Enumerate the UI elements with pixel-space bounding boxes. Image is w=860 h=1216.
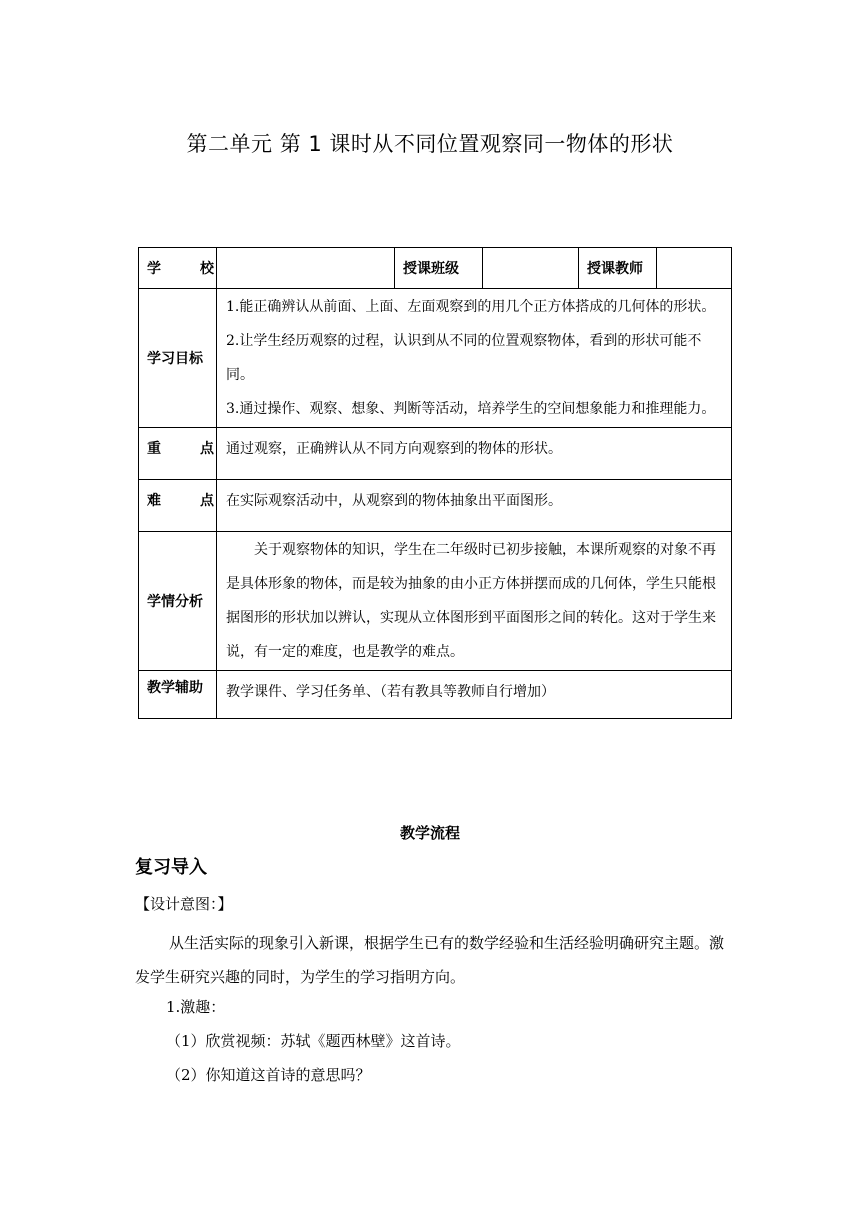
school-label: 学 校	[139, 248, 217, 289]
school-row	[139, 248, 732, 289]
teacher-label: 授课教师	[579, 248, 657, 289]
difficulty-value: 在实际观察活动中，从观察到的物体抽象出平面图形。	[217, 480, 732, 532]
school-value	[217, 248, 395, 289]
analysis-label: 学情分析	[139, 532, 217, 671]
design-intent-label: 【设计意图：】	[135, 895, 233, 913]
analysis-row	[139, 532, 732, 671]
key-point-value: 通过观察，正确辨认从不同方向观察到的物体的形状。	[217, 428, 732, 480]
goal-item: 2.让学生经历观察的过程，认识到从不同的位置观察物体，看到的形状可能不同。	[226, 333, 702, 383]
list-item: （2）你知道这首诗的意思吗？	[166, 1066, 371, 1084]
goal-item: 1.能正确辨认从前面、上面、左面观察到的用几个正方体搭成的几何体的形状。	[226, 299, 716, 315]
analysis-content	[217, 532, 732, 671]
lesson-info-table	[138, 247, 732, 719]
aids-label: 教学辅助	[139, 671, 217, 719]
page-title: 第二单元 第 1 课时从不同位置观察同一物体的形状	[186, 132, 674, 156]
aids-value: 教学课件、学习任务单、（若有教具等教师自行增加）	[217, 671, 732, 719]
class-label: 授课班级	[395, 248, 483, 289]
step-label: 1.激趣：	[166, 998, 226, 1016]
difficulty-label: 难 点	[139, 480, 217, 532]
class-value	[483, 248, 579, 289]
difficulty-row	[139, 480, 732, 532]
goals-row	[139, 289, 732, 428]
list-item: （1）欣赏视频：苏轼《题西林壁》这首诗。	[166, 1032, 461, 1050]
key-point-label: 重 点	[139, 428, 217, 480]
goals-label: 学习目标	[139, 289, 217, 428]
key-point-row	[139, 428, 732, 480]
section-heading: 复习导入	[135, 857, 207, 878]
teacher-value	[657, 248, 732, 289]
design-intent-text: 从生活实际的现象引入新课，根据学生已有的数学经验和生活经验明确研究主题。激发学生研究兴趣的同时，为学生的学习指明方向。	[135, 934, 725, 986]
flow-title: 教学流程	[399, 824, 460, 842]
goals-content	[217, 289, 732, 428]
aids-row	[139, 671, 732, 719]
analysis-text: 关于观察物体的知识，学生在二年级时已初步接触，本课所观察的对象不再是具体形象的物体，而是较为抽象的由小正方体拼摆而成的几何体，学生只能根据图形的形状加以辨认，实现从立体图形到平面图形之间的转化。这对于学生来说，有一定的难度，也是教学的难点。	[226, 542, 716, 660]
goal-item: 3.通过操作、观察、想象、判断等活动，培养学生的空间想象能力和推理能力。	[226, 401, 716, 417]
